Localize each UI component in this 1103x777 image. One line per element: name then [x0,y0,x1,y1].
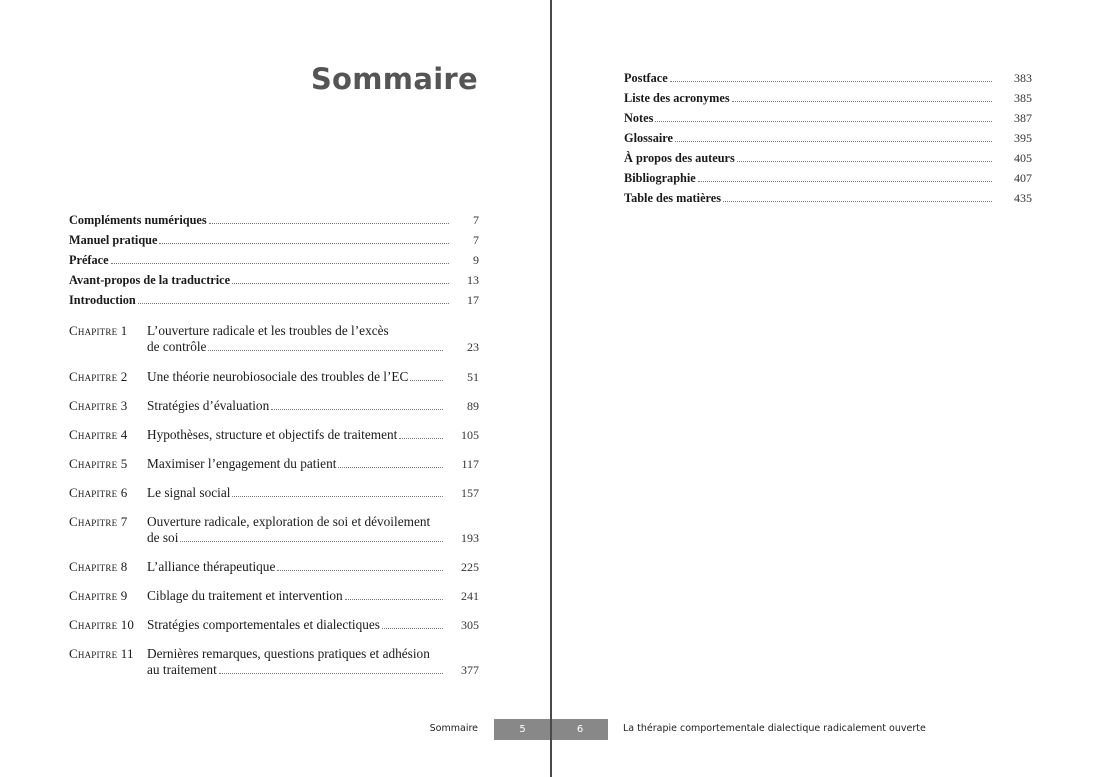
running-footer-left: Sommaire [429,723,478,734]
toc-entry-page: 383 [1014,71,1032,85]
chapter-page: 51 [467,370,479,384]
front-matter-list [69,208,479,308]
chapter-number: Chapitre 2 [69,369,128,384]
leader-dots [737,161,992,162]
toc-entry-label: Glossaire [624,131,673,145]
toc-entry-label: Postface [624,71,668,85]
leader-dots [732,101,992,102]
leader-dots [232,283,449,284]
toc-entry-page: 405 [1014,151,1032,165]
toc-entry-label: Préface [69,253,109,267]
leader-dots [410,380,443,381]
chapter-number: Chapitre 1 [69,323,128,338]
toc-entry[interactable] [624,66,1032,86]
toc-entry-label: Avant-propos de la traductrice [69,273,231,287]
chapter-page: 23 [467,340,479,354]
chapter-title-line: Le signal social [147,485,231,500]
chapter-entry[interactable] [69,427,479,443]
toc-entry[interactable] [624,146,1032,166]
chapter-page: 157 [461,486,479,500]
toc-entry[interactable] [624,106,1032,126]
chapter-number: Chapitre 11 [69,646,134,661]
chapter-number: Chapitre 3 [69,398,128,413]
toc-entry-label: À propos des auteurs [624,151,735,165]
toc-entry[interactable] [624,126,1032,146]
chapter-page: 193 [461,531,479,545]
chapter-title-line: L’ouverture radicale et les troubles de l’excès [147,323,389,338]
running-footer-right: La thérapie comportementale dialectique radicalement ouverte [623,723,926,734]
chapter-title-line: Ouverture radicale, exploration de soi et dévoilement [147,514,431,529]
toc-entry-page: 7 [473,213,479,227]
chapter-page: 305 [461,618,479,632]
leader-dots [209,223,449,224]
toc-entry-page: 13 [467,273,479,287]
chapter-title-line: Stratégies d’évaluation [147,398,270,413]
leader-dots [655,121,992,122]
chapter-number: Chapitre 10 [69,617,135,632]
chapter-number: Chapitre 7 [69,514,128,529]
right-page [552,0,1103,777]
chapter-title-line: Ciblage du traitement et intervention [147,588,343,603]
leader-dots [345,599,443,600]
leader-dots [219,673,443,674]
chapter-entry[interactable] [69,456,479,472]
toc-entry-page: 7 [473,233,479,247]
toc-entry[interactable] [624,86,1032,106]
chapter-entry[interactable] [69,485,479,501]
toc-entry-label: Introduction [69,293,136,307]
chapter-page: 377 [461,663,479,677]
left-page [0,0,551,777]
toc-entry[interactable] [69,288,479,308]
leader-dots [675,141,992,142]
toc-entry-label: Manuel pratique [69,233,158,247]
leader-dots [180,541,443,542]
toc-entry[interactable] [69,248,479,268]
chapter-entry[interactable] [69,369,479,385]
toc-entry-page: 385 [1014,91,1032,105]
chapter-number: Chapitre 5 [69,456,128,471]
leader-dots [271,409,443,410]
back-matter-list [624,66,1032,206]
toc-entry[interactable] [69,268,479,288]
chapter-page: 89 [467,399,479,413]
chapter-title-line: Hypothèses, structure et objectifs de traitement [147,427,398,442]
chapter-entry[interactable] [69,617,479,633]
chapter-page: 241 [461,589,479,603]
leader-dots [159,243,449,244]
toc-entry-page: 9 [473,253,479,267]
toc-entry-page: 435 [1014,191,1032,205]
leader-dots [723,201,992,202]
chapter-list [69,323,479,678]
page-title: Sommaire [310,62,478,96]
chapter-entry[interactable] [69,514,479,546]
toc-entry-page: 387 [1014,111,1032,125]
chapter-number: Chapitre 9 [69,588,128,603]
leader-dots [399,438,443,439]
chapter-entry[interactable] [69,646,479,678]
leader-dots [232,496,443,497]
toc-entry-label: Notes [624,111,654,125]
folio-left: 5 [494,719,551,740]
chapter-number: Chapitre 8 [69,559,128,574]
toc-entry[interactable] [69,208,479,228]
toc-entry-label: Liste des acronymes [624,91,730,105]
leader-dots [277,570,443,571]
chapter-title-line: de soi [147,530,179,545]
leader-dots [138,303,449,304]
chapter-title-line: de contrôle [147,339,207,354]
chapter-entry[interactable] [69,559,479,575]
chapter-entry[interactable] [69,588,479,604]
toc-entry[interactable] [69,228,479,248]
leader-dots [382,628,443,629]
toc-entry-label: Table des matières [624,191,722,205]
leader-dots [670,81,992,82]
chapter-entry[interactable] [69,398,479,414]
toc-entry-page: 395 [1014,131,1032,145]
chapter-page: 105 [461,428,479,442]
chapter-title-line: Une théorie neurobiosociale des troubles de l’EC [147,369,409,384]
toc-entry-page: 17 [467,293,479,307]
toc-entry-label: Compléments numériques [69,213,207,227]
chapter-title-line: Maximiser l’engagement du patient [147,456,337,471]
leader-dots [208,350,443,351]
leader-dots [698,181,992,182]
chapter-entry[interactable] [69,323,479,352]
chapter-number: Chapitre 6 [69,485,128,500]
leader-dots [338,467,443,468]
folio-right: 6 [552,719,608,740]
chapter-title-line: au traitement [147,662,217,677]
chapter-title-line: Stratégies comportementales et dialectiques [147,617,380,632]
leader-dots [111,263,449,264]
chapter-title-line: L’alliance thérapeutique [147,559,276,574]
chapter-number: Chapitre 4 [69,427,128,442]
chapter-title-line: Dernières remarques, questions pratiques et adhésion [147,646,430,661]
toc-entry-page: 407 [1014,171,1032,185]
chapter-page: 117 [461,457,479,471]
toc-entry[interactable] [624,166,1032,186]
toc-entry[interactable] [624,186,1032,206]
toc-entry-label: Bibliographie [624,171,696,185]
chapter-page: 225 [461,560,479,574]
